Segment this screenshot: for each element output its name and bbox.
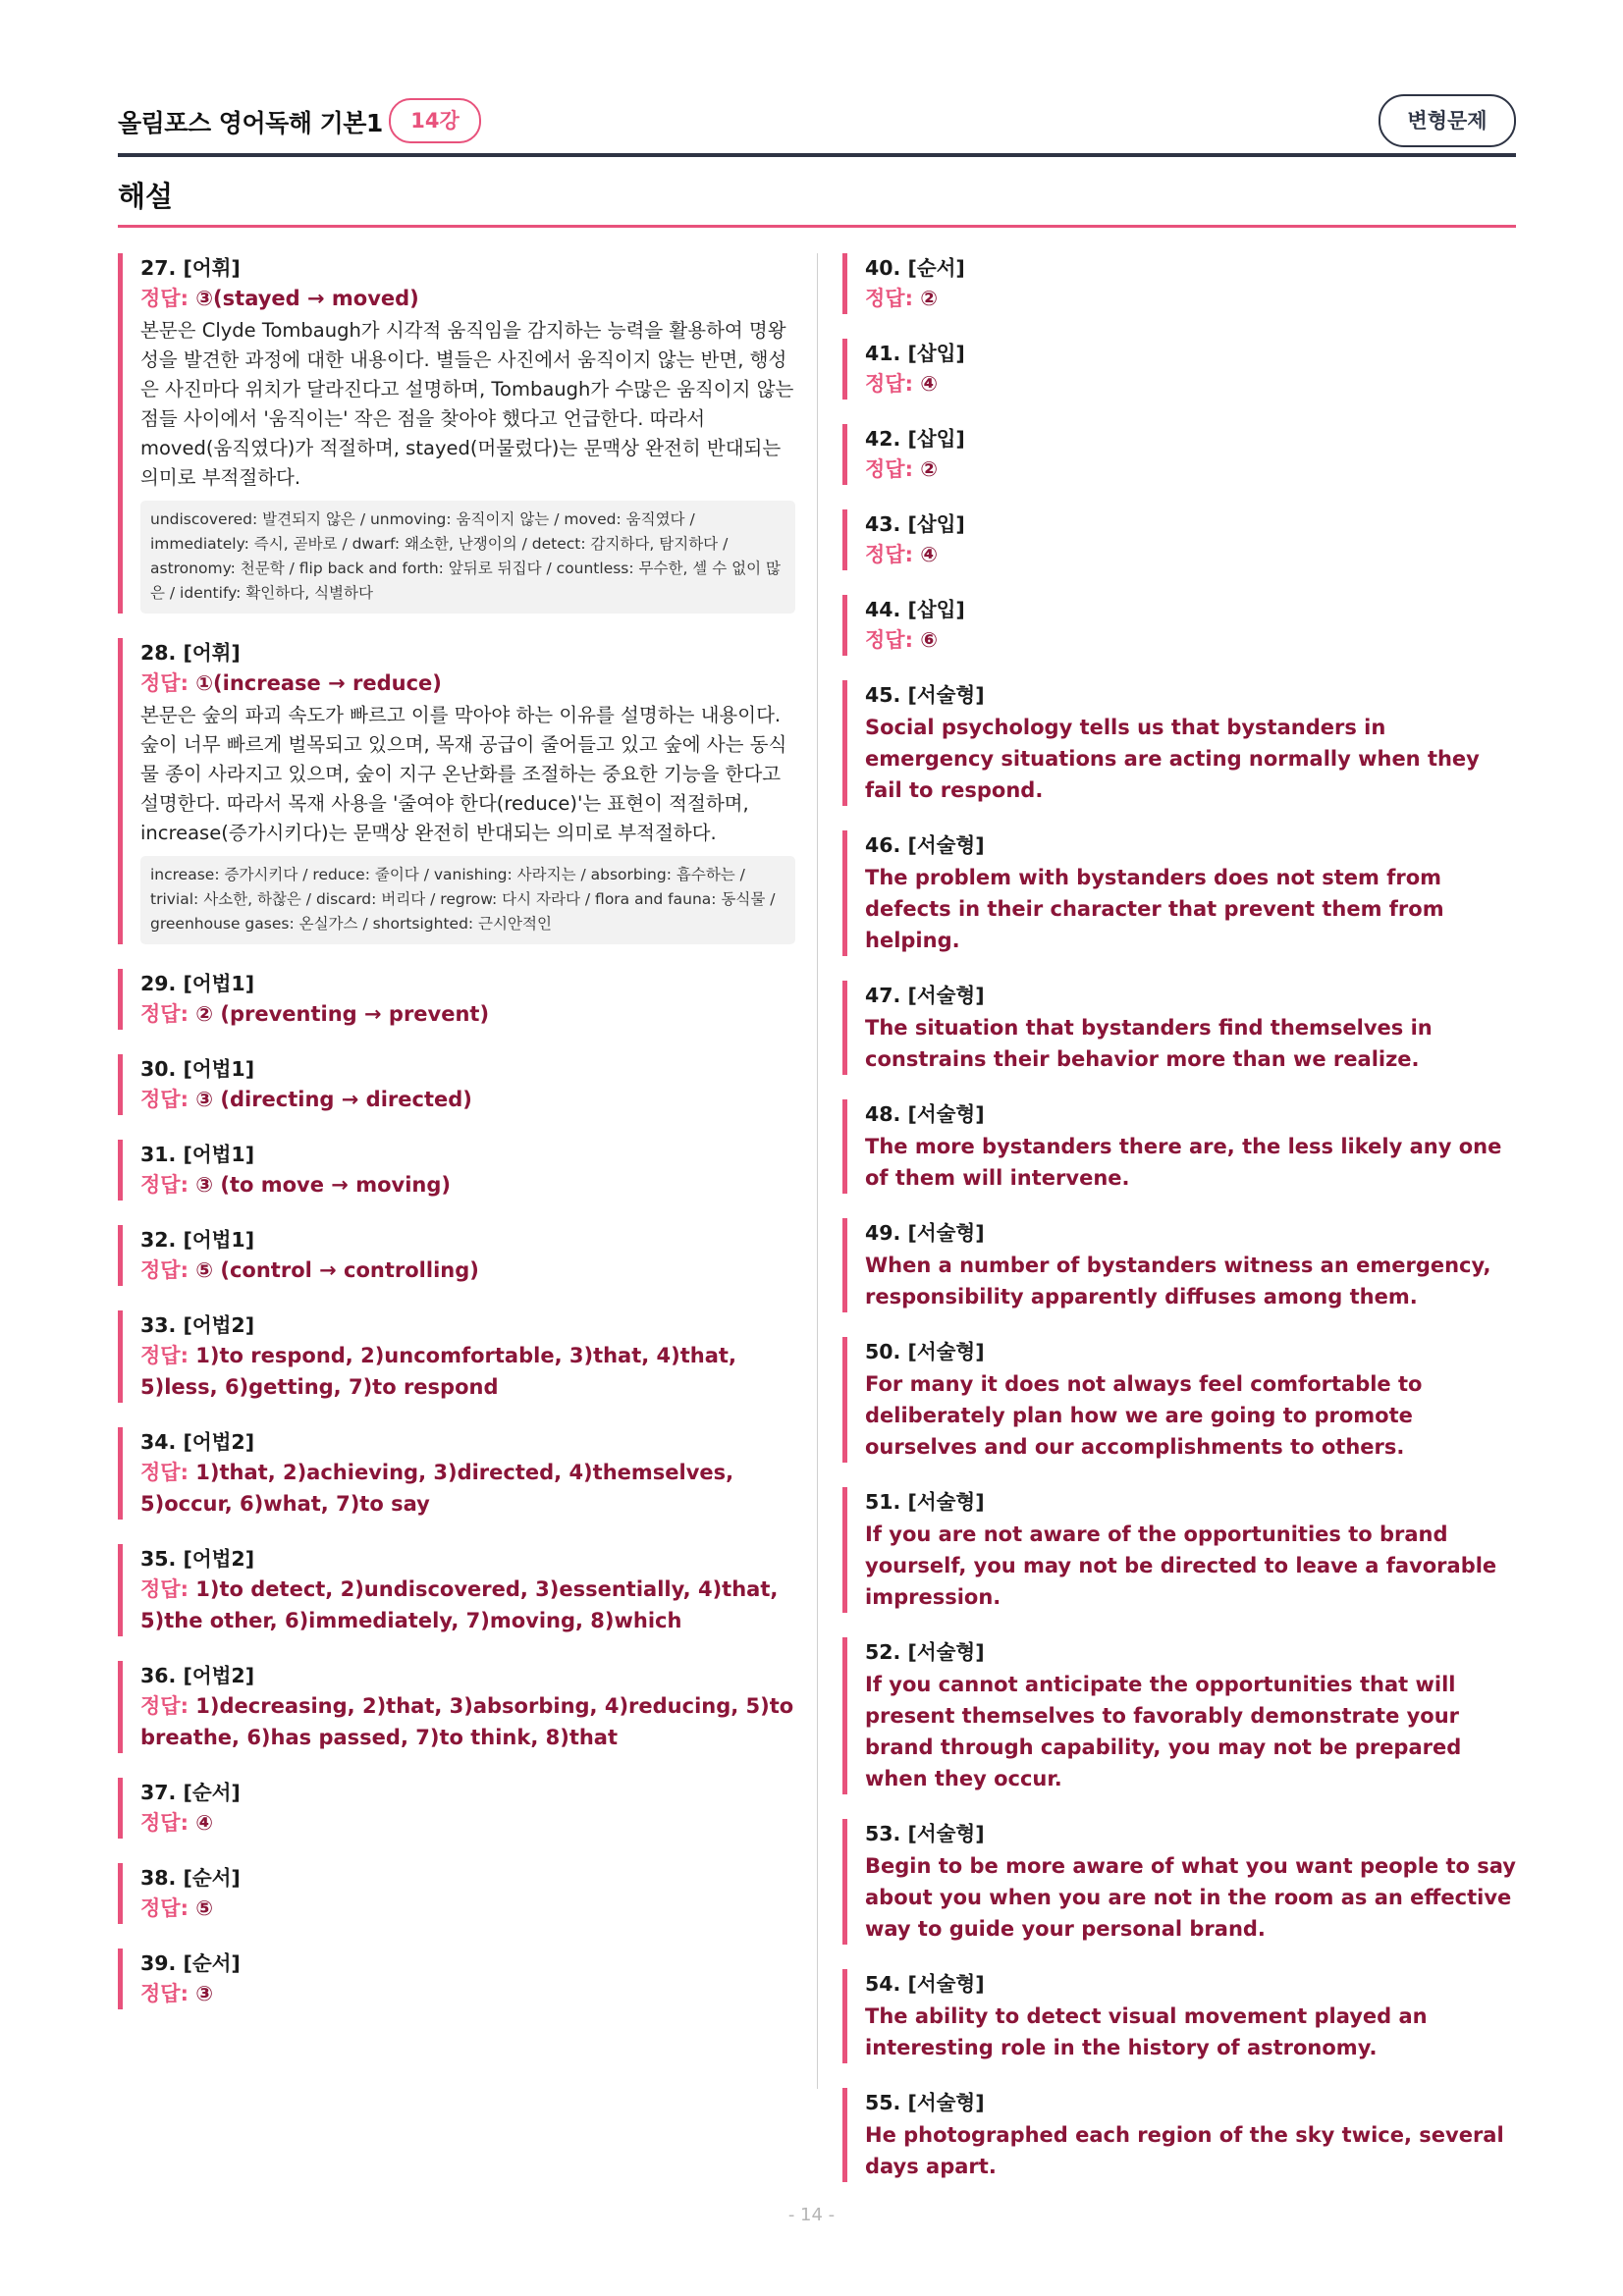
answer-label: 정답: [865,287,921,310]
answer-item [118,1427,795,1520]
question-number: 43. [삽입] [865,512,965,536]
answer-value: ② [920,457,939,481]
question-number: 33. [어법2] [140,1313,255,1337]
essay-answer: Begin to be more aware of what you want people to say about you when you are not in the room as an effective way to guide your personal brand. [865,1854,1516,1941]
column-divider [817,253,818,2089]
answer-label: 정답: [865,543,921,566]
answer-value: ④ [920,372,939,396]
answer-label: 정답: [140,1461,196,1484]
essay-answer: If you are not aware of the opportunities to brand yourself, you may not be directed to leave a favorable impression. [865,1522,1497,1609]
section-divider [118,225,1516,228]
question-number: 49. [서술형] [865,1221,985,1245]
question-number: 36. [어법2] [140,1664,255,1687]
answer-value: 1)to respond, 2)uncomfortable, 3)that, 4)that, 5)less, 6)getting, 7)to respond [140,1344,736,1399]
answer-item [118,1949,795,2009]
essay-answer: The situation that bystanders find themselves in constrains their behavior more than we realize. [865,1016,1433,1071]
essay-answer: The more bystanders there are, the less likely any one of them will intervene. [865,1135,1502,1190]
essay-answer: If you cannot anticipate the opportunities that will present themselves to favorably demonstrate your brand through capability, you may not be prepared when they occur. [865,1673,1462,1790]
vocabulary-box: undiscovered: 발견되지 않은 / unmoving: 움직이지 않는 / moved: 움직였다 / immediately: 즉시, 곧바로 / dwarf: 왜소한, 난쟁이의 / detect: 감지하다, 탐지하다 / astronomy: 천문학 / flip back and forth: 앞뒤로 뒤집다 / countless: 무수한, 셀 수 없이 많은 / identify: 확인하다, 식별하다 [140,501,795,614]
question-number: 39. [순서] [140,1951,241,1975]
left-answer-column [118,253,795,2034]
answer-item [118,1225,795,1286]
answer-item [842,1969,1516,2063]
question-number: 37. [순서] [140,1781,241,1804]
answer-line [140,1084,795,1115]
essay-answer: When a number of bystanders witness an emergency, responsibility apparently diffuses among them. [865,1254,1491,1308]
lesson-badge: 14강 [389,98,481,143]
answer-item [842,1637,1516,1794]
question-number: 52. [서술형] [865,1640,985,1664]
essay-answer: Social psychology tells us that bystanders in emergency situations are acting normally when they fail to respond. [865,716,1480,802]
answer-item [118,1778,795,1839]
question-number: 31. [어법1] [140,1143,255,1166]
essay-answer: He photographed each region of the sky twice, several days apart. [865,2123,1504,2178]
explanation-text: 본문은 숲의 파괴 속도가 빠르고 이를 막아야 하는 이유를 설명하는 내용이다. 숲이 너무 빠르게 벌목되고 있으며, 목재 공급이 줄어들고 있고 숲에 사는 동식물 종이 사라지고 있으며, 숲이 지구 온난화를 조절하는 중요한 기능을 한다고 설명한다. 따라서 목재 사용을 '줄여야 한다(reduce)'는 표현이 적절하며, increase(증가시키다)는 문맥상 완전히 반대되는 의미로 부적절하다. [140,704,787,844]
question-number: 51. [서술형] [865,1490,985,1514]
answer-item [842,1099,1516,1194]
question-number: 41. [삽입] [865,342,965,365]
question-number: 34. [어법2] [140,1430,255,1454]
answer-value: 1)that, 2)achieving, 3)directed, 4)themselves, 5)occur, 6)what, 7)to say [140,1461,734,1516]
answer-label: 정답: [865,457,921,481]
answer-line [140,283,795,314]
answer-item [118,1310,795,1403]
question-number: 35. [어법2] [140,1547,255,1571]
answer-item [842,1819,1516,1945]
page-number: - 14 - [787,2205,836,2225]
answer-line [140,1807,795,1839]
question-number: 42. [삽입] [865,427,965,451]
question-number: 46. [서술형] [865,833,985,857]
answer-item [842,830,1516,956]
answer-line [140,1574,795,1636]
answer-line [865,368,1516,400]
answer-label: 정답: [140,1694,196,1718]
question-number: 29. [어법1] [140,972,255,995]
book-title: 올림포스 영어독해 기본1 [118,109,383,137]
answer-label: 정답: [140,1173,196,1197]
answer-item [118,1544,795,1636]
answer-line [140,1340,795,1403]
question-number: 27. [어휘] [140,256,241,280]
answer-line [140,1169,795,1201]
answer-label: 정답: [140,1088,196,1111]
question-number: 55. [서술형] [865,2091,985,2114]
answer-item [118,1140,795,1201]
question-number: 40. [순서] [865,256,965,280]
answer-label: 정답: [140,1258,196,1282]
answer-label: 정답: [140,1002,196,1026]
right-answer-column [842,253,1516,2207]
answer-value: ③(stayed → moved) [195,287,419,310]
answer-value: ③ (to move → moving) [195,1173,451,1197]
question-number: 53. [서술형] [865,1822,985,1845]
answer-label: 정답: [140,1811,196,1835]
answer-value: ①(increase → reduce) [195,671,442,695]
page-header [118,94,1516,157]
answer-line [140,1978,795,2009]
answer-value: ④ [195,1811,214,1835]
answer-label: 정답: [140,671,196,695]
answer-value: ③ [195,1982,214,2005]
question-number: 30. [어법1] [140,1057,255,1081]
explanation-text: 본문은 Clyde Tombaugh가 시각적 움직임을 감지하는 능력을 활용하여 명왕성을 발견한 과정에 대한 내용이다. 별들은 사진에서 움직이지 않는 반면, 행성은 사진마다 위치가 달라진다고 설명하며, Tombaugh가 수많은 움직이지 않는 점들 사이에서 '움직이는' 작은 점을 찾아야 했다고 언급한다. 따라서 moved(움직였다)가 적절하며, stayed(머물렀다)는 문맥상 완전히 반대되는 의미로 부적절하다. [140,319,794,489]
answer-item [842,424,1516,485]
essay-answer: The ability to detect visual movement played an interesting role in the history of astronomy. [865,2004,1428,2059]
answer-item [842,253,1516,314]
answer-item [118,969,795,1030]
answer-item [842,339,1516,400]
answer-item [842,509,1516,570]
answer-line [865,454,1516,485]
answer-label: 정답: [865,628,921,652]
answer-label: 정답: [140,1344,196,1367]
section-title: 해설 [118,180,174,213]
question-number: 45. [서술형] [865,683,985,707]
answer-value: ② [920,287,939,310]
answer-value: ⑥ [920,628,939,652]
answer-line [140,998,795,1030]
answer-line [140,1893,795,1924]
answer-value: ⑤ (control → controlling) [195,1258,479,1282]
answer-label: 정답: [865,372,921,396]
answer-value: 1)to detect, 2)undiscovered, 3)essentially, 4)that, 5)the other, 6)immediately, 7)moving, 8)which [140,1577,779,1632]
answer-value: ③ (directing → directed) [195,1088,472,1111]
essay-answer: The problem with bystanders does not stem from defects in their character that prevent them from helping. [865,866,1444,952]
answer-label: 정답: [140,1577,196,1601]
answer-line [140,1690,795,1753]
answer-item [842,1337,1516,1463]
answer-line [865,283,1516,314]
question-number: 50. [서술형] [865,1340,985,1363]
answer-item [842,2088,1516,2182]
answer-item [118,253,795,614]
answer-item [118,1863,795,1924]
answer-item [842,680,1516,806]
question-type-badge: 변형문제 [1379,94,1516,147]
question-number: 28. [어휘] [140,641,241,665]
answer-item [118,638,795,944]
question-number: 54. [서술형] [865,1972,985,1996]
essay-answer: For many it does not always feel comfortable to deliberately plan how we are going to promote ourselves and our accomplishments to others. [865,1372,1423,1459]
answer-label: 정답: [140,1896,196,1920]
answer-value: ⑤ [195,1896,214,1920]
answer-line [140,1457,795,1520]
vocabulary-box: increase: 증가시키다 / reduce: 줄이다 / vanishing: 사라지는 / absorbing: 흡수하는 / trivial: 사소한, 하찮은 / discard: 버리다 / regrow: 다시 자라다 / flora and fauna: 동식물 / greenhouse gases: 온실가스 / shortsighted: 근시안적인 [140,856,795,944]
answer-item [118,1054,795,1115]
question-number: 48. [서술형] [865,1102,985,1126]
answer-line [140,1255,795,1286]
answer-item [118,1661,795,1753]
answer-value: 1)decreasing, 2)that, 3)absorbing, 4)reducing, 5)to breathe, 6)has passed, 7)to think, 8)that [140,1694,794,1749]
question-number: 38. [순서] [140,1866,241,1890]
answer-line [865,624,1516,656]
answer-value: ② (preventing → prevent) [195,1002,490,1026]
answer-item [842,981,1516,1075]
answer-item [842,1218,1516,1312]
question-number: 47. [서술형] [865,984,985,1007]
answer-value: ④ [920,543,939,566]
answer-line [140,667,795,699]
answer-label: 정답: [140,1982,196,2005]
answer-line [865,539,1516,570]
answer-label: 정답: [140,287,196,310]
answer-item [842,1487,1516,1613]
question-number: 32. [어법1] [140,1228,255,1252]
question-number: 44. [삽입] [865,598,965,621]
answer-item [842,595,1516,656]
